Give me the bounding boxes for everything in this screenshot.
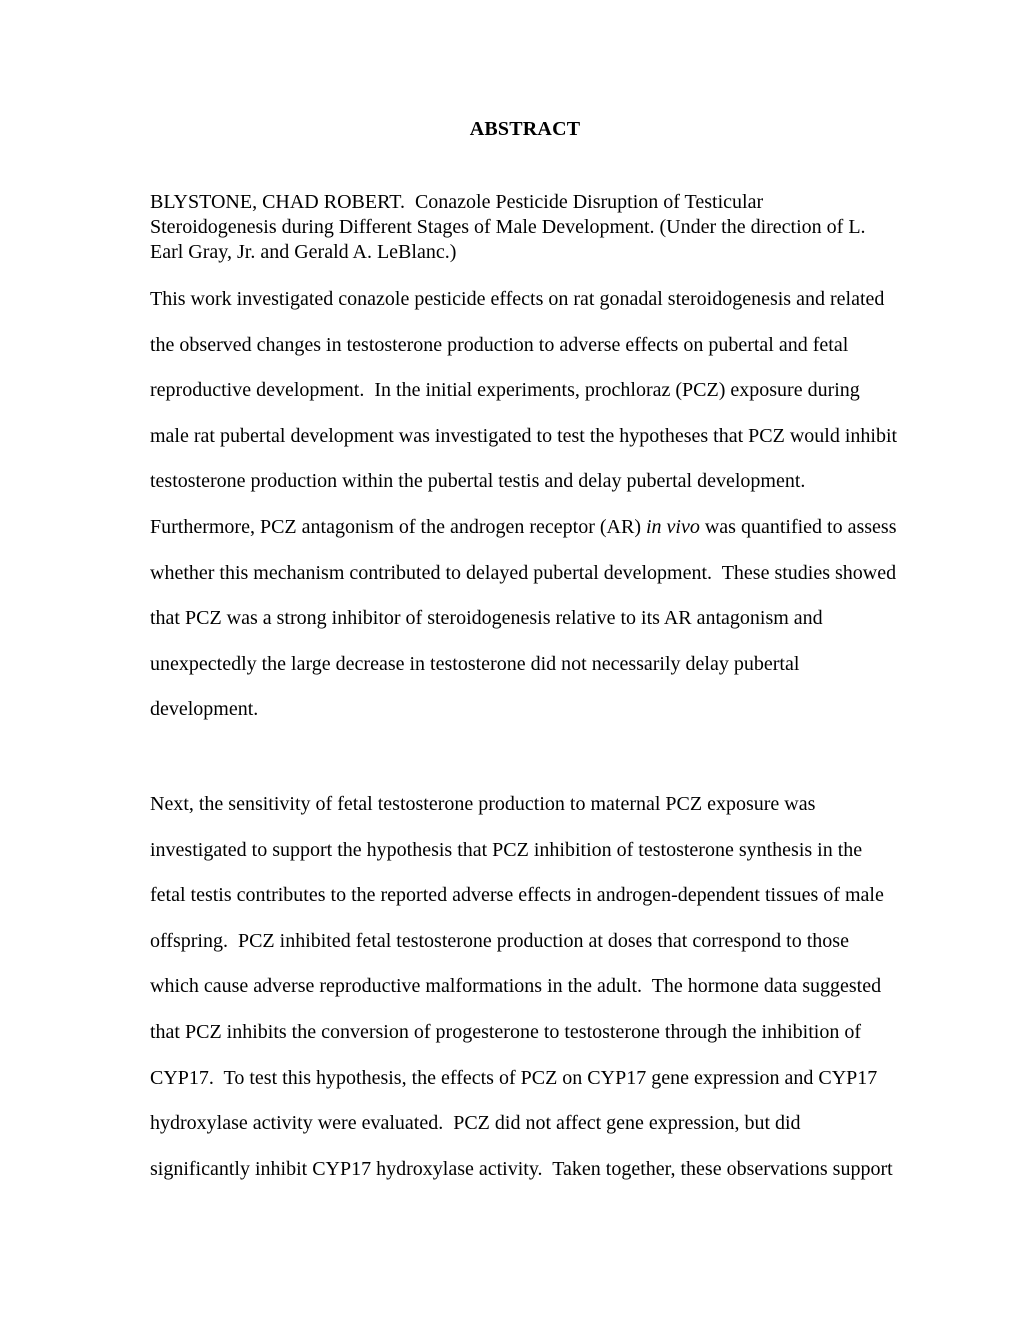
text-line: Earl Gray, Jr. and Gerald A. LeBlanc.) <box>150 241 457 263</box>
text-line: fetal testis contributes to the reported adverse effects in androgen-dependent tissues of male <box>150 884 884 907</box>
page-title: ABSTRACT <box>469 118 581 140</box>
text-line: Steroidogenesis during Different Stages of Male Development. (Under the direction of L. <box>150 216 866 238</box>
text-line: male rat pubertal development was investigated to test the hypotheses that PCZ would inhibit <box>150 424 898 447</box>
text-line: that PCZ was a strong inhibitor of steroidogenesis relative to its AR antagonism and <box>150 607 823 630</box>
text-line: unexpectedly the large decrease in testosterone did not necessarily delay pubertal <box>150 652 800 675</box>
text-line: This work investigated conazole pesticide effects on rat gonadal steroidogenesis and related <box>150 288 885 310</box>
text-line: development. <box>150 698 259 721</box>
citation-paragraph <box>150 190 900 265</box>
text-line: BLYSTONE, CHAD ROBERT. Conazole Pesticide Disruption of Testicular <box>150 191 764 213</box>
text-line: investigated to support the hypothesis that PCZ inhibition of testosterone synthesis in the <box>150 838 863 861</box>
body-paragraph-2 <box>150 782 900 1192</box>
text-line: whether this mechanism contributed to delayed pubertal development. These studies showed <box>150 561 897 584</box>
text-line: CYP17. To test this hypothesis, the effects of PCZ on CYP17 gene expression and CYP17 <box>150 1066 878 1089</box>
text-line: reproductive development. In the initial experiments, prochloraz (PCZ) exposure during <box>150 379 860 402</box>
text-line: which cause adverse reproductive malformations in the adult. The hormone data suggested <box>150 975 882 998</box>
text-line: Next, the sensitivity of fetal testosterone production to maternal PCZ exposure was <box>150 792 816 815</box>
text-line: Furthermore, PCZ antagonism of the androgen receptor (AR) in vivo was quantified to assess <box>150 515 897 538</box>
body-paragraph-1 <box>150 277 900 733</box>
text-line: significantly inhibit CYP17 hydroxylase activity. Taken together, these observations support <box>150 1157 893 1180</box>
text-line: hydroxylase activity were evaluated. PCZ did not affect gene expression, but did <box>150 1112 801 1135</box>
text-line: offspring. PCZ inhibited fetal testosterone production at doses that correspond to those <box>150 929 849 952</box>
text-line: testosterone production within the pubertal testis and delay pubertal development. <box>150 470 806 493</box>
text-line: the observed changes in testosterone production to adverse effects on pubertal and fetal <box>150 333 849 356</box>
text-line: that PCZ inhibits the conversion of progesterone to testosterone through the inhibition of <box>150 1020 861 1043</box>
